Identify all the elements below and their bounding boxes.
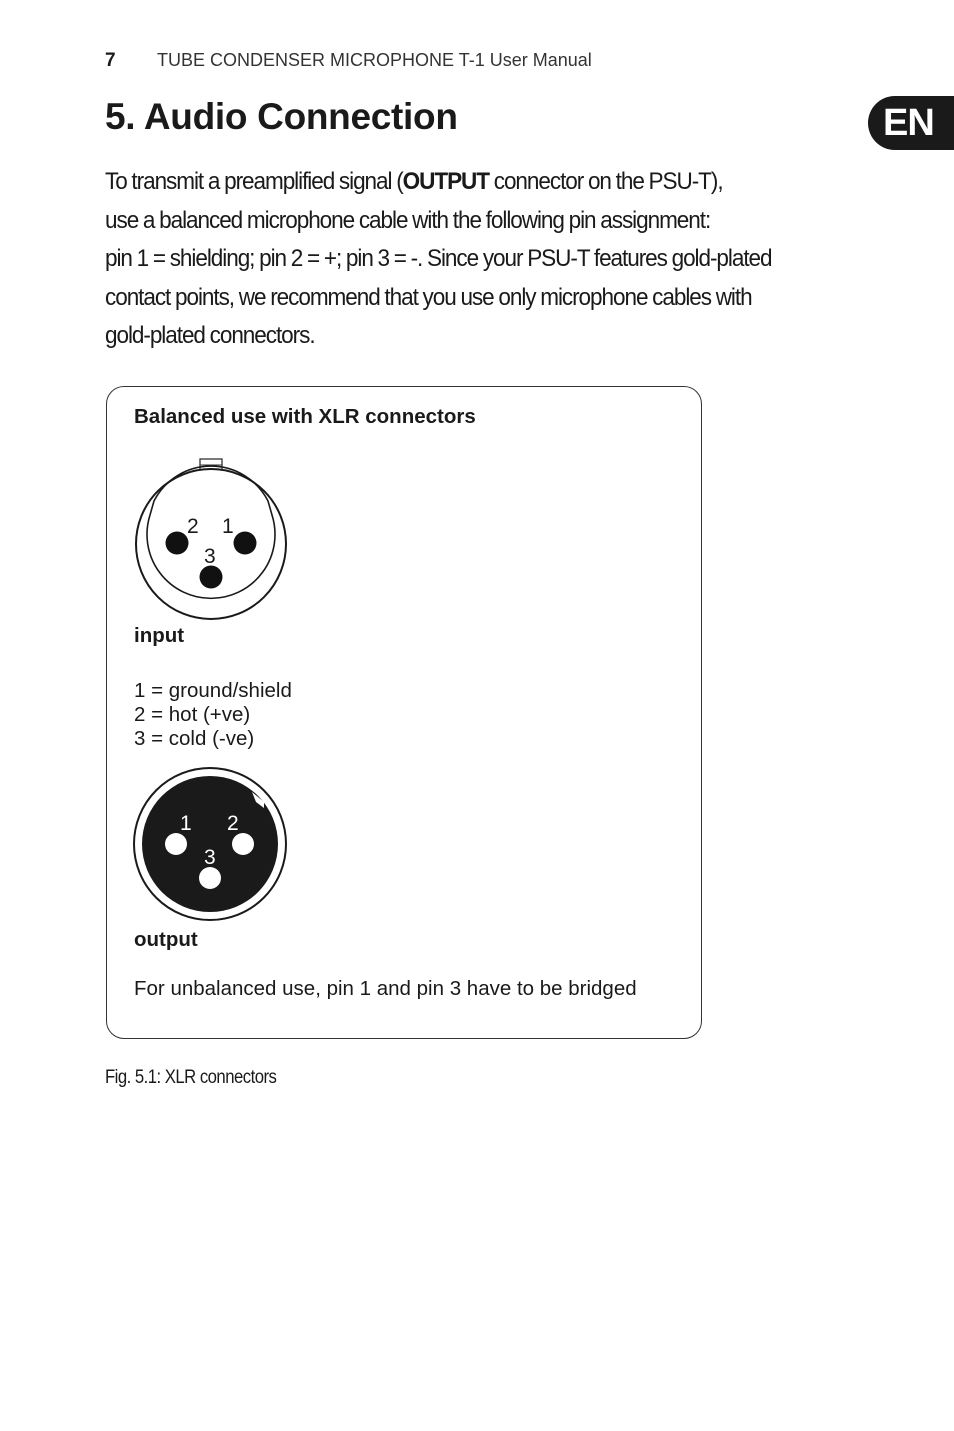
input-label: input bbox=[134, 624, 185, 647]
output-pin-label-1: 1 bbox=[180, 812, 192, 835]
intro-line-5: gold-plated connectors. bbox=[105, 322, 315, 349]
intro-paragraph bbox=[105, 163, 804, 356]
xlr-male-connector-diagram bbox=[128, 762, 292, 926]
pin-assignment-1: 1 = ground/shield bbox=[134, 679, 292, 702]
output-connector-term: OUTPUT bbox=[402, 168, 489, 195]
figure-box-title: Balanced use with XLR connectors bbox=[134, 405, 476, 428]
page-number: 7 bbox=[105, 50, 116, 71]
page-header bbox=[105, 50, 592, 72]
pin-assignment-3: 3 = cold (-ve) bbox=[134, 727, 255, 750]
pin-assignment-list bbox=[134, 679, 292, 751]
unbalanced-note: For unbalanced use, pin 1 and pin 3 have to be bridged bbox=[134, 977, 637, 1000]
input-pin-label-3: 3 bbox=[204, 545, 216, 568]
section-title: 5. Audio Connection bbox=[105, 96, 458, 137]
language-tab: EN bbox=[868, 96, 954, 150]
intro-line-1: To transmit a preamplified signal (OUTPUT connector on the PSU-T), bbox=[105, 168, 723, 195]
output-pin-label-3: 3 bbox=[204, 846, 216, 869]
intro-line-2: use a balanced microphone cable with the following pin assignment: bbox=[105, 206, 711, 234]
intro-line-3: pin 1 = shielding; pin 2 = +; pin 3 = -. Since your PSU-T features gold-plated bbox=[105, 245, 772, 272]
document-title: TUBE CONDENSER MICROPHONE T-1 User Manual bbox=[157, 50, 592, 70]
input-pin-label-1: 1 bbox=[222, 515, 234, 538]
intro-line-4: contact points, we recommend that you use only microphone cables with bbox=[105, 283, 752, 311]
xlr-female-connector-diagram bbox=[130, 455, 292, 625]
figure-caption: Fig. 5.1: XLR connectors bbox=[105, 1067, 277, 1088]
pin-assignment-2: 2 = hot (+ve) bbox=[134, 703, 251, 726]
input-pin-label-2: 2 bbox=[187, 515, 199, 538]
output-label: output bbox=[134, 928, 198, 951]
output-pin-label-2: 2 bbox=[227, 812, 239, 835]
